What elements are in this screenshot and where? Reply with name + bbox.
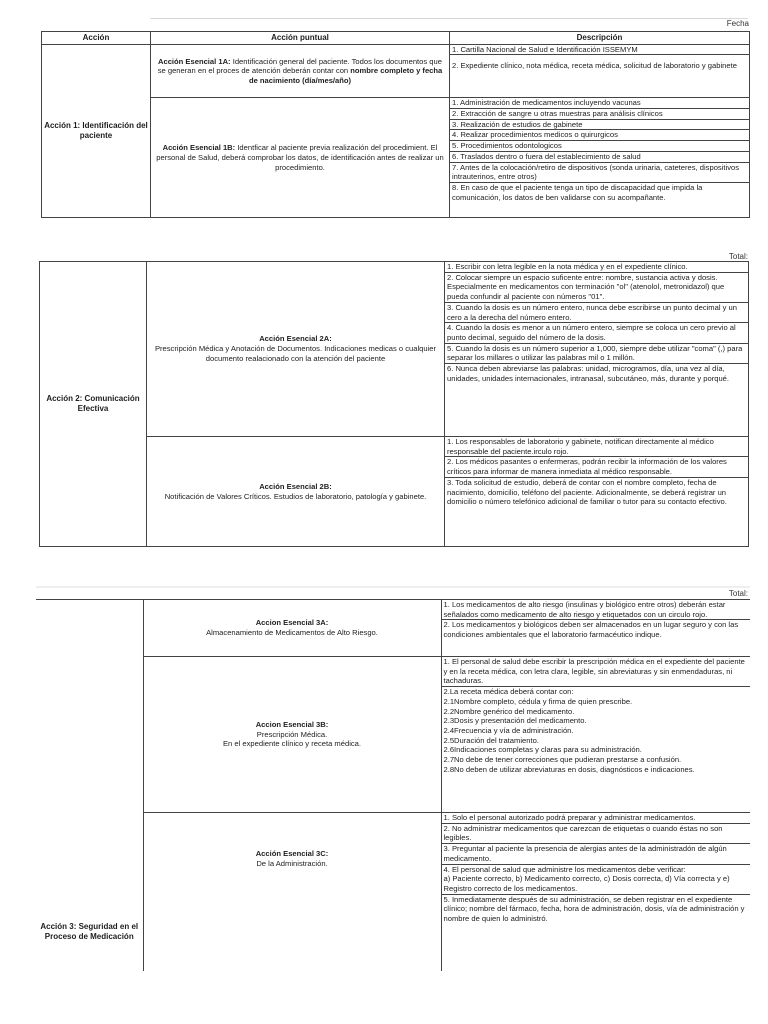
list-item: 1. Cartilla Nacional de Salud e Identificación ISSEMYM bbox=[450, 45, 749, 55]
desc-2b bbox=[445, 437, 749, 547]
header-descripcion: Descripción bbox=[450, 32, 750, 45]
desc-1b bbox=[450, 98, 750, 218]
accion-esencial-3c-title: Acción Esencial 3C: bbox=[255, 849, 329, 858]
list-item: 2. Los medicamentos y biológicos deben ser almacenados en un lugar seguro y con las condiciones ambientales que el laboratorio farmacéutico indique. bbox=[443, 620, 739, 640]
section-3-table bbox=[36, 589, 750, 971]
desc-3c bbox=[441, 813, 750, 972]
accion-esencial-1a-title: Acción Esencial 1A: bbox=[158, 56, 231, 66]
list-item: 1. El personal de salud debe escribir la prescripción médica en el expediente del paciente y en la receta médica, con letra clara, legible, sin abreviaturas y sin enmendaduras, ni tachaduras. bbox=[442, 657, 750, 687]
header-accion: Acción bbox=[42, 32, 151, 45]
accion-esencial-2a-text: Prescripción Médica y Anotación de Documentos. Indicaciones medicas o cualquier documento realacionado con la atención del paciente bbox=[154, 344, 437, 363]
total-label-3: Total: bbox=[728, 589, 748, 598]
list-item: 2. Colocar siempre un espacio suficente entre: nombre, sustancia activa y dosis. Especialmente en medicamentos con terminación "ol" (atenolol, metronidazol) que pueda confundir al paciente con números "01". bbox=[445, 273, 748, 303]
accion-esencial-3b bbox=[143, 657, 441, 813]
accion-esencial-1b-text: Identficar al paciente previa realización del procedimient. El personal de Salud, deberá comprobar los datos, de identificación antes de realizar un procedimiento. bbox=[156, 143, 444, 172]
desc-1a bbox=[450, 45, 750, 98]
accion-3-cell bbox=[36, 600, 143, 972]
list-item: 7. Antes de la colocación/retiro de dispositivos (sonda urinaria, cateteres, dispositivos intrauterinos, entre otros) bbox=[450, 163, 749, 183]
header-accion-puntual: Acción puntual bbox=[151, 32, 450, 45]
list-item: 5. Inmediatamente después de su administración, se deben registrar en el expediente clínico; nombre del fármaco, fecha, hora de administración, dosis, vía de administración y nombre de quien lo administró. bbox=[443, 894, 745, 924]
list-item: 2. Expediente clínico, nota médica, receta médica, solicitud de laboratorio y gabinete bbox=[452, 61, 737, 71]
desc-3b bbox=[441, 657, 750, 813]
accion-esencial-3b-line-1: Prescripción Médica. bbox=[256, 729, 328, 739]
accion-esencial-3c-text: De la Administración. bbox=[256, 858, 328, 868]
accion-1-label: Acción 1: Identificación del paciente bbox=[44, 121, 148, 141]
list-item: 4. El personal de salud que administre los medicamentos debe verificar: a) Paciente correcto, b) Medicamento correcto, c) Dosis correcta, d) Vía correcta y e) Registro correcto de los medicamentos. bbox=[442, 865, 750, 895]
accion-2-cell bbox=[40, 262, 147, 547]
accion-esencial-2b bbox=[147, 437, 445, 547]
total-label-2: Total: bbox=[728, 252, 748, 261]
desc-2a bbox=[445, 262, 749, 437]
faint-band bbox=[36, 586, 750, 588]
accion-2-label: Acción 2: Comunicación Efectiva bbox=[46, 393, 140, 413]
faint-rule bbox=[150, 18, 748, 19]
list-item: 4. Cuando la dosis es menor a un número entero, siempre se coloca un cero previo al punto decimal, seguido del número de la dosis. bbox=[445, 323, 748, 343]
list-item: 1. Administración de medicamentos incluyendo vacunas bbox=[450, 98, 749, 109]
accion-esencial-2b-text: Notificación de Valores Críticos. Estudios de laboratorio, patología y gabinete. bbox=[164, 491, 427, 501]
list-item: 3. Cuando la dosis es un número entero, nunca debe escribirse un punto decimal y un cero a la derecha del número entero. bbox=[445, 303, 748, 323]
accion-esencial-1a bbox=[151, 45, 450, 98]
list-item: 3. Toda solicitud de estudio, deberá de contar con el nombre completo, fecha de nacimiento, domicilio, teléfono del paciente. Adicionalmente, se deberá registrar un domicilio o número telefónico adicional de familiar o tutor para su contacto efectivo. bbox=[447, 477, 727, 507]
accion-esencial-2b-title: Acción Esencial 2B: bbox=[259, 481, 332, 491]
list-item: 2.La receta médica deberá contar con: 2.1Nombre completo, cédula y firma de quien prescribe. 2.2Nombre genérico del medicamento. 2.3Dosis y presentación del medicamento. 2.4Frecuencia y vía de administración. 2.5Duración del tratamiento. 2.6Indicaciones completas y claras para su administración. 2.7No debe de tener correcciones que pudieran prestarse a confusión. 2.8No deben de utilizar abreviaturas en dosis, diagnósticos e indicaciones. bbox=[443, 687, 695, 774]
section-2-table bbox=[39, 252, 748, 547]
list-item: 1. Los responsables de laboratorio y gabinete, notifican directamente al médico responsable del paciente.irculo rojo. bbox=[445, 437, 748, 457]
accion-esencial-3a-title: Accion Esencial 3A: bbox=[255, 618, 329, 628]
accion-esencial-3a-text: Almacenamiento de Medicamentos de Alto Riesgo. bbox=[206, 628, 378, 637]
accion-3-label: Acción 3: Seguridad en el Proceso de Medicación bbox=[40, 921, 139, 941]
accion-esencial-1a-bold: nombre completo y fecha de nacimiento (día/mes/año) bbox=[248, 66, 443, 86]
list-item: 3. Preguntar al paciente la presencia de alergias antes de la administradón de algún medicamento. bbox=[442, 844, 750, 864]
list-item: 2. Los médicos pasantes o enfermeras, podrán recibir la información de los valores críticos para informar de manera inmediata al médico responsable. bbox=[445, 457, 748, 477]
accion-esencial-1b bbox=[151, 98, 450, 218]
list-item: 6. Nunca deben abreviarse las palabras: unidad, microgramos, día, una vez al día, unidades, unidades internacionales, intranasal, subcutáneo, más, durante y porqué. bbox=[447, 364, 729, 383]
list-item: 6. Traslados dentro o fuera del establecimiento de salud bbox=[450, 152, 749, 163]
accion-esencial-2a bbox=[147, 262, 445, 437]
list-item: 4. Realizar procedimientos medicos o quirurgicos bbox=[450, 130, 749, 141]
accion-esencial-3a bbox=[143, 600, 441, 657]
fecha-label: Fecha bbox=[726, 19, 749, 28]
list-item: 1. Escribir con letra legible en la nota médica y en el expediente clínico. bbox=[445, 262, 748, 273]
list-item: 5. Cuando la dosis es un número superior a 1,000, siempre debe utilizar "coma" (,) para separar los millares o utilizar las palabras mil o 1 millón. bbox=[445, 344, 748, 364]
accion-esencial-3b-title: Accion Esencial 3B: bbox=[255, 719, 329, 729]
list-item: 8. En caso de que el paciente tenga un tipo de discapacidad que impida la comunicación, los datos de ben validarse con su acompañante. bbox=[452, 182, 703, 202]
accion-esencial-1a-text: Identificación general del paciente. Todos los documentos que se generan en el proces de atención deberán contar con bbox=[157, 56, 442, 76]
list-item: 1. Los medicamentos de alto riesgo (insulinas y biológico entre otros) deberán estar señalados como medicamento de alto riesgo y etiquetados con un circulo rojo. bbox=[442, 600, 750, 620]
list-item: 5. Procedimientos odontologicos bbox=[450, 141, 749, 152]
desc-3a bbox=[441, 600, 750, 657]
accion-esencial-3b-line-2: En el expediente clínico y receta médica. bbox=[222, 739, 362, 749]
accion-esencial-1b-title: Acción Esencial 1B: bbox=[162, 143, 236, 153]
section-1-table bbox=[41, 21, 749, 218]
list-item: 2. No administrar medicamentos que carezcan de etiquetas o cuando éstas no son legibles. bbox=[442, 824, 750, 844]
list-item: 1. Solo el personal autorizado podrá preparar y administrar medicamentos. bbox=[442, 813, 750, 824]
accion-esencial-3c bbox=[143, 813, 441, 972]
accion-1-cell bbox=[42, 45, 151, 218]
list-item: 3. Realización de estudios de gabinete bbox=[450, 120, 749, 131]
accion-esencial-2a-title: Acción Esencial 2A: bbox=[259, 334, 332, 344]
list-item: 2. Extracción de sangre u otras muestras para análisis clínicos bbox=[450, 109, 749, 120]
